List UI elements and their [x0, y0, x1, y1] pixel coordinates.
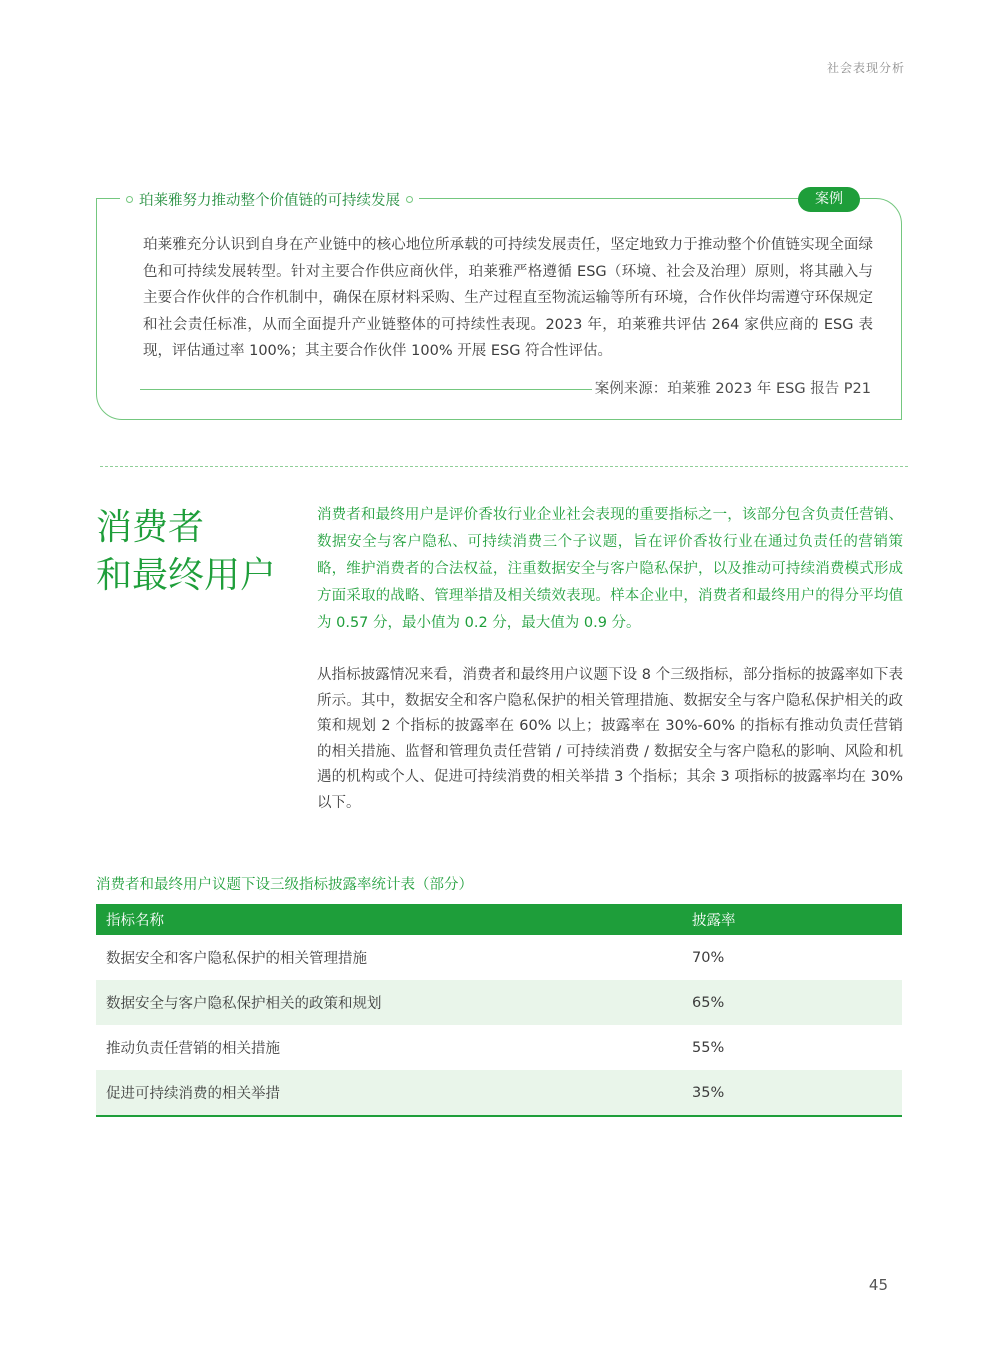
header-disclosure-rate: 披露率: [692, 904, 902, 935]
dashed-separator: [100, 466, 908, 467]
page-number: 45: [868, 1276, 888, 1294]
disclosure-rate: 70%: [692, 949, 725, 966]
indicator-name: 推动负责任营销的相关措施: [106, 1041, 280, 1057]
case-source: 案例来源：珀莱雅 2023 年 ESG 报告 P21: [594, 381, 871, 397]
section-heading-line2: 和最终用户: [96, 555, 277, 596]
table-title: 消费者和最终用户议题下设三级指标披露率统计表（部分）: [96, 877, 473, 893]
table-row: [96, 980, 902, 1025]
disclosure-rate: 35%: [692, 1070, 902, 1116]
case-title-wrap: [120, 188, 419, 210]
disclosure-rate: 55%: [692, 1039, 725, 1056]
table-row: [96, 1070, 902, 1116]
section-heading-line1: 消费者: [96, 507, 205, 548]
table-row: [96, 1025, 902, 1070]
case-title-right-dot-icon: [406, 196, 413, 203]
indicator-name: 数据安全和客户隐私保护的相关管理措施: [106, 951, 367, 967]
indicator-name: 促进可持续消费的相关举措: [96, 1070, 692, 1116]
table-row: [96, 935, 902, 980]
indicator-name: 数据安全与客户隐私保护相关的政策和规划: [96, 980, 692, 1025]
case-body: 珀莱雅充分认识到自身在产业链中的核心地位所承载的可持续发展责任，坚定地致力于推动整个价值链实现全面绿色和可持续发展转型。针对主要合作供应商伙伴，珀莱雅严格遵循 ESG（环境、社会及治理）原则，将其融入与主要合作伙伴的合作机制中，确保在原材料采购、生产过程直至物流运输等所有环境，合作伙伴均需遵守环保规定和社会责任标准，从而全面提升产业链整体的可持续性表现。2023 年，珀莱雅共评估 264 家供应商的 ESG 表现，评估通过率 100%；其主要合作伙伴 100% 开展 ESG 符合性评估。: [143, 237, 873, 359]
case-badge: 案例: [798, 187, 860, 212]
header-indicator-name: 指标名称: [96, 904, 692, 935]
table-header-row: [96, 904, 902, 935]
case-title-left-dot-icon: [126, 196, 133, 203]
section-heading: [96, 504, 296, 600]
section-paragraph: 从指标披露情况来看，消费者和最终用户议题下设 8 个三级指标，部分指标的披露率如下表所示。其中，数据安全和客户隐私保护的相关管理措施、数据安全与客户隐私保护相关的政策和规划 2 个指标的披露率在 60% 以上；披露率在 30%-60% 的指标有推动负责任营销的相关措施、监督和管理负责任营销 / 可持续消费 / 数据安全与客户隐私的影响、风险和机遇的机构或个人、促进可持续消费的相关举措 3 个指标；其余 3 项指标的披露率均在 30% 以下。: [317, 667, 903, 811]
case-title: 珀莱雅努力推动整个价值链的可持续发展: [139, 192, 400, 209]
disclosure-rate: 65%: [692, 980, 902, 1025]
section-intro: 消费者和最终用户是评价香妆行业企业社会表现的重要指标之一，该部分包含负责任营销、数据安全与客户隐私、可持续消费三个子议题，旨在评价香妆行业在通过负责任的营销策略，维护消费者的合法权益，注重数据安全与客户隐私保护，以及推动可持续消费模式形成方面采取的战略、管理举措及相关绩效表现。样本企业中，消费者和最终用户的得分平均值为 0.57 分，最小值为 0.2 分，最大值为 0.9 分。: [317, 507, 903, 631]
case-source-divider: [140, 389, 592, 390]
section-label: 社会表现分析: [826, 61, 905, 75]
disclosure-rate-table: [96, 904, 902, 1117]
